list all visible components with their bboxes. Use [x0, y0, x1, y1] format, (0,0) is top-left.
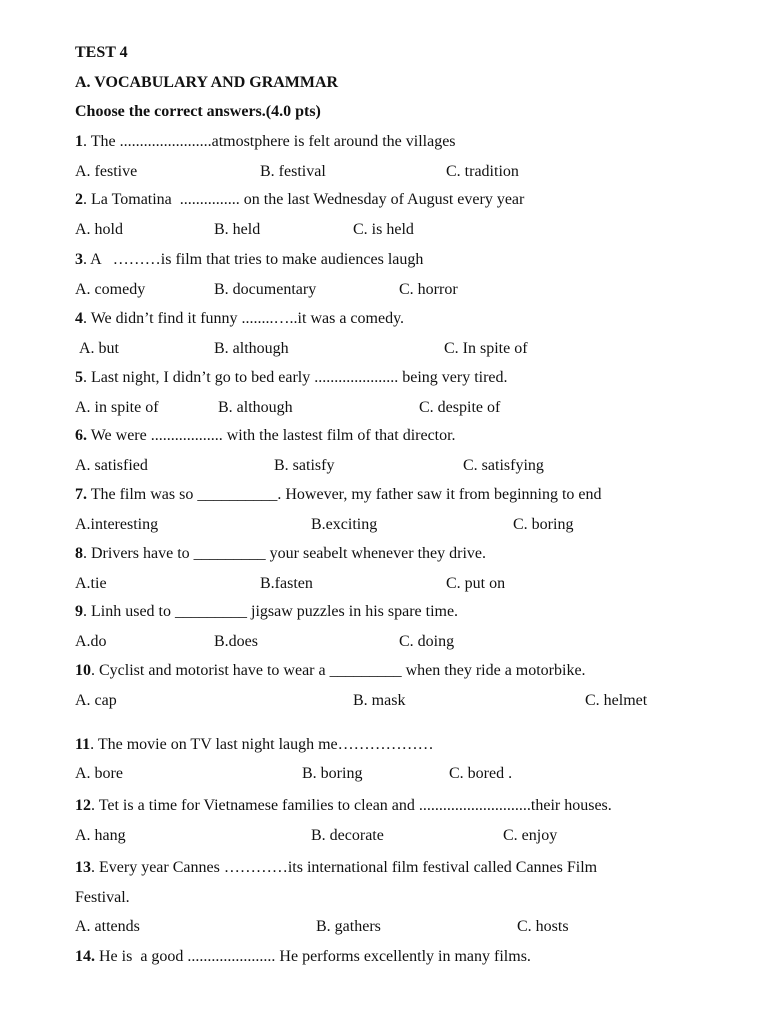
- option[interactable]: A.tie: [75, 575, 107, 592]
- option[interactable]: B.fasten: [260, 575, 313, 592]
- option[interactable]: B. held: [214, 221, 261, 238]
- option[interactable]: C. satisfying: [463, 457, 544, 474]
- question-number: 13: [75, 859, 91, 876]
- question-number: 5: [75, 369, 83, 386]
- question-text: The film was so __________. However, my father saw it from beginning to end: [87, 486, 602, 503]
- option[interactable]: C. is held: [353, 221, 414, 238]
- option[interactable]: C. put on: [446, 575, 506, 592]
- question-7: [75, 485, 602, 505]
- question-3: [75, 250, 423, 270]
- option[interactable]: C. bored .: [449, 765, 513, 782]
- question-9: [75, 602, 458, 622]
- question-text: . The movie on TV last night laugh me………………: [90, 736, 434, 753]
- question-text: . A ………is film that tries to make audiences laugh: [83, 251, 424, 268]
- option[interactable]: A. festive: [75, 163, 138, 180]
- question-text: . We didn’t find it funny ........…..it was a comedy.: [83, 310, 405, 327]
- question-2: [75, 190, 524, 210]
- option[interactable]: B. decorate: [311, 827, 384, 844]
- question-number: 12: [75, 797, 91, 814]
- question-1: [75, 132, 456, 152]
- option[interactable]: C. enjoy: [503, 827, 558, 844]
- option[interactable]: C. In spite of: [444, 340, 528, 357]
- question-4: [75, 309, 404, 329]
- option[interactable]: B. satisfy: [274, 457, 335, 474]
- question-text: . The .......................atmostphere is felt around the villages: [83, 133, 456, 150]
- option[interactable]: A. but: [79, 340, 119, 357]
- option[interactable]: C. boring: [513, 516, 574, 533]
- question-text: We were .................. with the lastest film of that director.: [87, 427, 456, 444]
- question-number: 11: [75, 736, 91, 753]
- option[interactable]: A. cap: [75, 692, 117, 709]
- option[interactable]: B. although: [218, 399, 293, 416]
- test-title: TEST 4: [75, 44, 128, 61]
- question-number: 7.: [75, 486, 87, 503]
- question-text: . Tet is a time for Vietnamese families to clean and ............................their houses.: [91, 797, 612, 814]
- option[interactable]: A.interesting: [75, 516, 159, 533]
- option[interactable]: B. festival: [260, 163, 326, 180]
- question-number: 9: [75, 603, 83, 620]
- option[interactable]: C. tradition: [446, 163, 519, 180]
- option[interactable]: A. bore: [75, 765, 123, 782]
- question-text: . Cyclist and motorist have to wear a _________ when they ride a motorbike.: [91, 662, 586, 679]
- option[interactable]: A. comedy: [75, 281, 146, 298]
- question-text: . Every year Cannes …………its international film festival called Cannes Film: [91, 859, 598, 876]
- option[interactable]: A. in spite of: [75, 399, 159, 416]
- section-heading: A. VOCABULARY AND GRAMMAR: [75, 74, 339, 91]
- option[interactable]: B. gathers: [316, 918, 381, 935]
- question-number: 6.: [75, 427, 87, 444]
- option[interactable]: B.does: [214, 633, 258, 650]
- question-text: He is a good ...................... He performs excellently in many films.: [95, 948, 531, 965]
- question-text: . Linh used to _________ jigsaw puzzles in his spare time.: [83, 603, 459, 620]
- question-number: 8: [75, 545, 83, 562]
- question-text: . Drivers have to _________ your seabelt whenever they drive.: [83, 545, 486, 562]
- option[interactable]: C. despite of: [419, 399, 501, 416]
- option[interactable]: B.exciting: [311, 516, 378, 533]
- question-13-continuation: Festival.: [75, 889, 130, 906]
- option[interactable]: A. hold: [75, 221, 123, 238]
- option[interactable]: A. satisfied: [75, 457, 148, 474]
- question-number: 10: [75, 662, 91, 679]
- question-text: . La Tomatina ............... on the last Wednesday of August every year: [83, 191, 525, 208]
- question-10: [75, 661, 586, 681]
- question-11: [75, 735, 434, 755]
- question-12: [75, 796, 612, 816]
- instruction: Choose the correct answers.(4.0 pts): [75, 103, 321, 120]
- question-5: [75, 368, 508, 388]
- option[interactable]: A.do: [75, 633, 107, 650]
- option[interactable]: B. documentary: [214, 281, 317, 298]
- question-number: 2: [75, 191, 83, 208]
- question-number: 4: [75, 310, 83, 327]
- option[interactable]: A. hang: [75, 827, 126, 844]
- question-14: [75, 947, 531, 967]
- option[interactable]: C. hosts: [517, 918, 569, 935]
- option[interactable]: C. horror: [399, 281, 458, 298]
- question-text: . Last night, I didn’t go to bed early ..................... being very tired.: [83, 369, 508, 386]
- option[interactable]: C. helmet: [585, 692, 648, 709]
- question-number: 14.: [75, 948, 95, 965]
- question-number: 1: [75, 133, 83, 150]
- question-number: 3: [75, 251, 83, 268]
- option[interactable]: B. boring: [302, 765, 363, 782]
- option[interactable]: C. doing: [399, 633, 455, 650]
- option[interactable]: A. attends: [75, 918, 140, 935]
- question-13: [75, 858, 597, 878]
- question-8: [75, 544, 486, 564]
- option[interactable]: B. mask: [353, 692, 406, 709]
- question-6: [75, 426, 456, 446]
- option[interactable]: B. although: [214, 340, 289, 357]
